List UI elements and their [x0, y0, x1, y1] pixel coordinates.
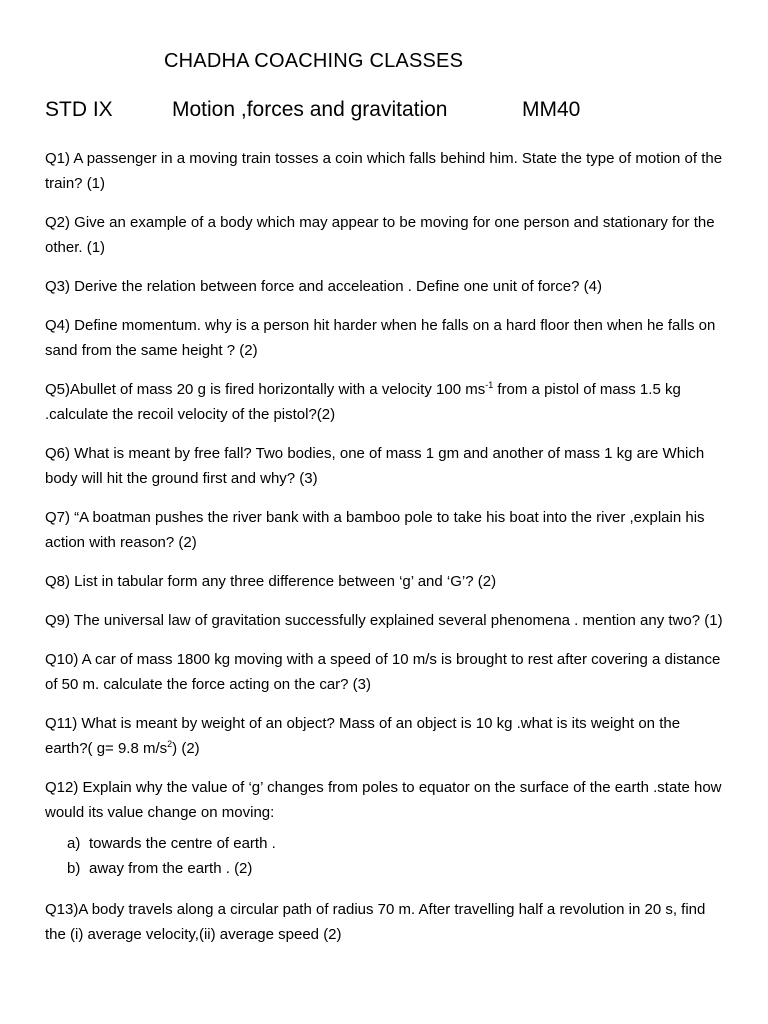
question-5-text-b: from a pistol of mass 1.5 kg .calculate the recoil velocity of the pistol?(2): [45, 381, 681, 423]
question-10: Q10) A car of mass 1800 kg moving with a speed of 10 m/s is brought to rest after covering a distance of 50 m. calculate the force acting on the car? (3): [45, 651, 721, 693]
option-label: a): [67, 835, 81, 852]
page-title: CHADHA COACHING CLASSES: [164, 50, 464, 72]
question-12-options: [45, 831, 725, 881]
std-label: STD IX: [45, 98, 113, 121]
option-text: away from the earth . (2): [89, 860, 253, 877]
question-8: Q8) List in tabular form any three difference between ‘g’ and ‘G’? (2): [45, 573, 497, 590]
question-11-superscript: 2: [167, 739, 173, 749]
question-5-superscript: -1: [485, 380, 494, 390]
question-list: [45, 146, 725, 961]
question-11: [45, 711, 725, 761]
question-1: Q1) A passenger in a moving train tosses a coin which falls behind him. State the type of motion of the train? (1): [45, 150, 723, 192]
question-13: Q13)A body travels along a circular path of radius 70 m. After travelling half a revolution in 20 s, find the (i) average velocity,(ii) average speed (2): [45, 901, 706, 943]
max-marks-label: MM40: [522, 98, 581, 121]
subject-label: Motion ,forces and gravitation: [172, 98, 448, 121]
question-3: Q3) Derive the relation between force and acceleation . Define one unit of force? (4): [45, 278, 602, 295]
question-7: Q7) “A boatman pushes the river bank with a bamboo pole to take his boat into the river ,explain his action with reason? (2): [45, 509, 705, 551]
question-2: Q2) Give an example of a body which may appear to be moving for one person and stationary for the other. (1): [45, 214, 715, 256]
question-9: Q9) The universal law of gravitation successfully explained several phenomena . mention any two? (1): [45, 612, 723, 629]
question-4: Q4) Define momentum. why is a person hit harder when he falls on a hard floor then when he falls on sand from the same height ? (2): [45, 317, 716, 359]
option-text: towards the centre of earth .: [89, 835, 276, 852]
question-12: Q12) Explain why the value of ‘g’ changes from poles to equator on the surface of the earth .state how would its value change on moving:: [45, 779, 722, 821]
list-item: [67, 856, 725, 881]
question-5-text-a: Q5)Abullet of mass 20 g is fired horizontally with a velocity 100 ms: [45, 381, 486, 398]
question-11-text-b: ) (2): [172, 740, 200, 757]
option-label: b): [67, 860, 81, 877]
list-item: [67, 831, 725, 856]
question-5: [45, 377, 725, 427]
question-11-text-a: Q11) What is meant by weight of an object? Mass of an object is 10 kg .what is its weight on the earth?( g= 9.8 m/s: [45, 715, 681, 757]
question-6: Q6) What is meant by free fall? Two bodies, one of mass 1 gm and another of mass 1 kg are Which body will hit the ground first and why? (3): [45, 445, 705, 487]
